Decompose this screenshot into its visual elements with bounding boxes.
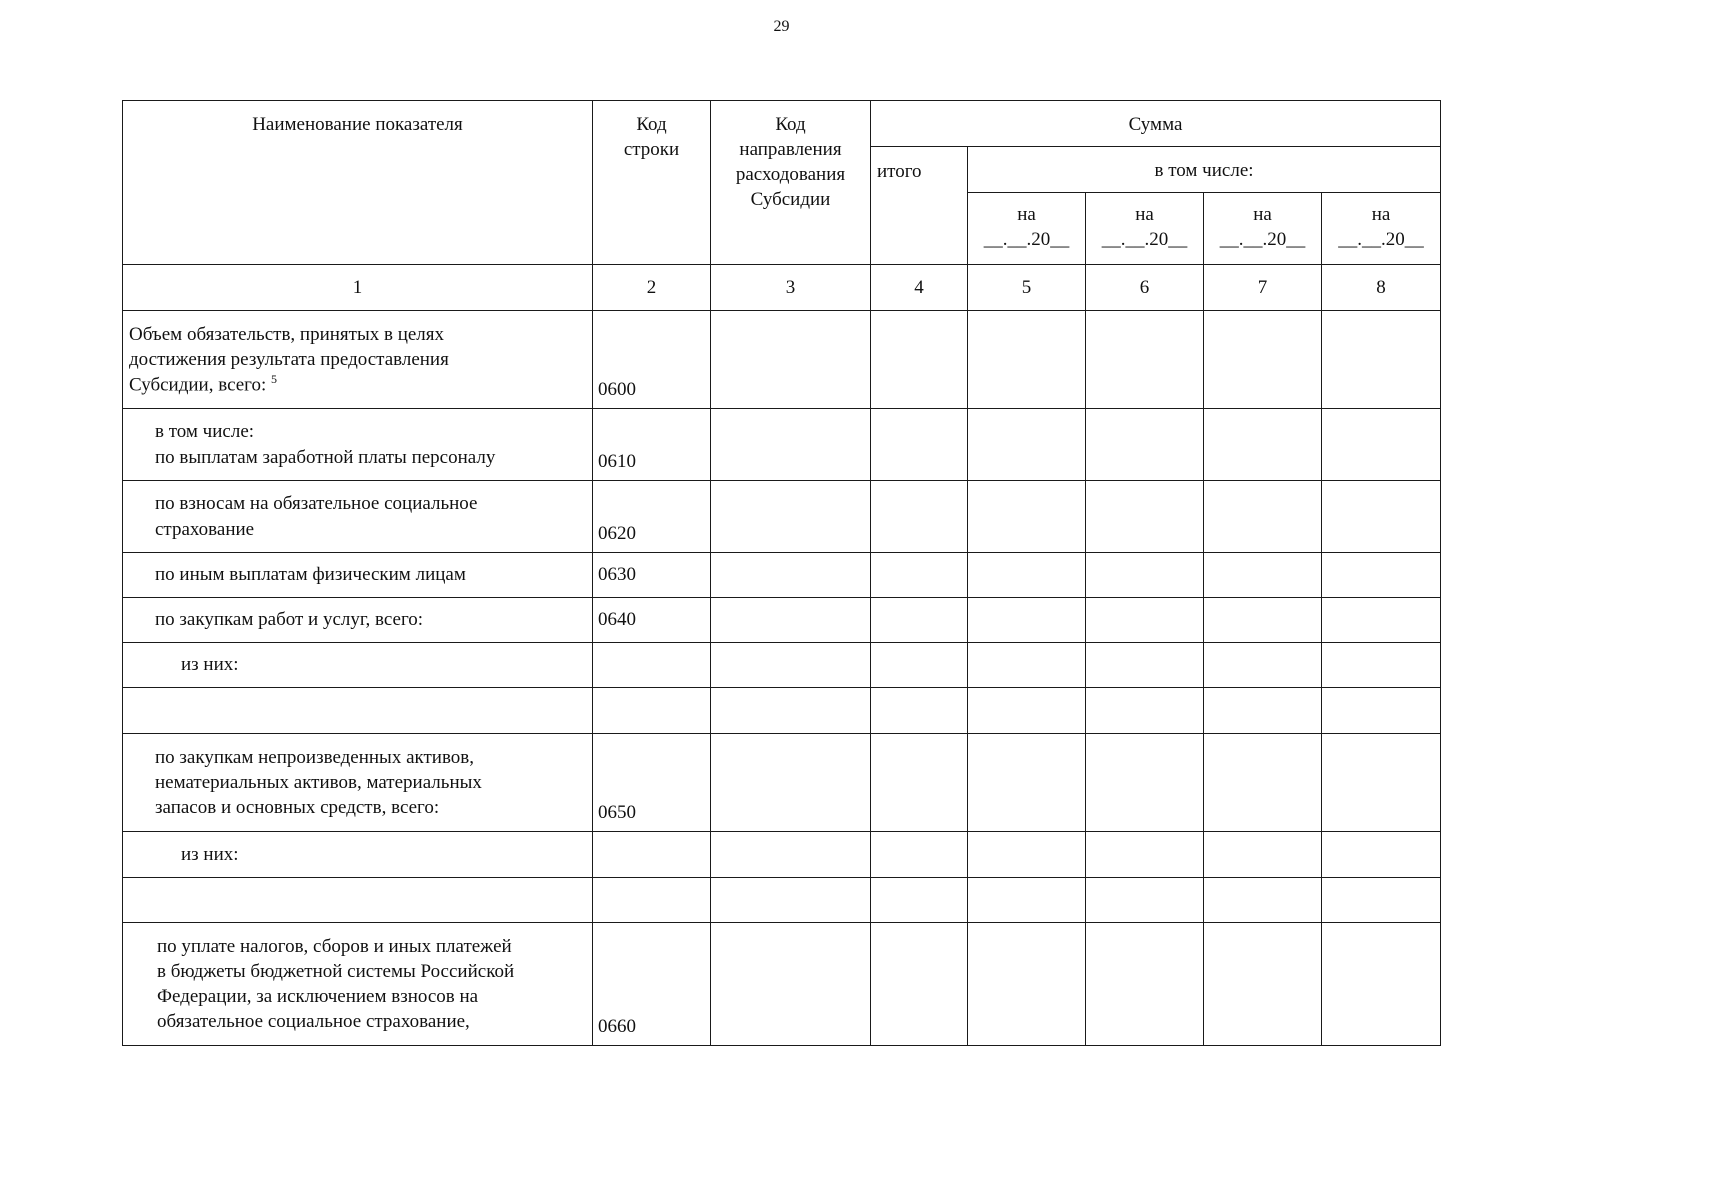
header-expenditure-direction-code: Код направления расходования Субсидии: [711, 101, 871, 265]
cell-period-3: [1204, 553, 1322, 598]
cell-period-2: [1086, 923, 1204, 1046]
cell-direction-code: [711, 481, 871, 553]
cell-period-4: [1322, 481, 1441, 553]
row-name: из них:: [123, 643, 593, 688]
cell-total: [871, 688, 968, 734]
cell-period-1: [968, 409, 1086, 481]
table-row: [123, 923, 1441, 1046]
cell-direction-code: [711, 878, 871, 923]
column-number: 5: [968, 265, 1086, 311]
column-number: 1: [123, 265, 593, 311]
cell-direction-code: [711, 311, 871, 409]
column-number: 4: [871, 265, 968, 311]
column-number: 6: [1086, 265, 1204, 311]
cell-period-2: [1086, 643, 1204, 688]
cell-period-2: [1086, 734, 1204, 832]
cell-period-1: [968, 688, 1086, 734]
row-name: по иным выплатам физическим лицам: [123, 553, 593, 598]
cell-period-4: [1322, 643, 1441, 688]
table-row: [123, 688, 1441, 734]
table-row: [123, 409, 1441, 481]
cell-direction-code: [711, 409, 871, 481]
table-row: [123, 553, 1441, 598]
row-name: по закупкам непроизведенных активов, нематериальных активов, материальных запасов и основных средств, всего:: [123, 734, 593, 832]
cell-period-3: [1204, 878, 1322, 923]
cell-period-1: [968, 923, 1086, 1046]
cell-period-4: [1322, 598, 1441, 643]
row-code: [593, 688, 711, 734]
column-number: 3: [711, 265, 871, 311]
cell-period-3: [1204, 598, 1322, 643]
row-code: 0600: [593, 311, 711, 409]
cell-period-2: [1086, 553, 1204, 598]
cell-direction-code: [711, 553, 871, 598]
footnote-mark: 5: [271, 371, 278, 386]
row-name: [123, 688, 593, 734]
header-period-3: на __.__.20__: [1204, 193, 1322, 265]
cell-period-3: [1204, 643, 1322, 688]
cell-period-2: [1086, 832, 1204, 878]
header-including: в том числе:: [968, 147, 1441, 193]
table-row: [123, 311, 1441, 409]
cell-total: [871, 643, 968, 688]
cell-period-1: [968, 311, 1086, 409]
row-code: [593, 832, 711, 878]
cell-period-1: [968, 553, 1086, 598]
cell-total: [871, 553, 968, 598]
header-period-1: на __.__.20__: [968, 193, 1086, 265]
cell-direction-code: [711, 923, 871, 1046]
cell-period-4: [1322, 553, 1441, 598]
cell-period-4: [1322, 878, 1441, 923]
cell-total: [871, 923, 968, 1046]
row-code: 0650: [593, 734, 711, 832]
table-row: [123, 734, 1441, 832]
row-name: Объем обязательств, принятых в целях достижения результата предоставления Субсидии, всего: $^5$: [123, 311, 593, 409]
cell-period-4: [1322, 734, 1441, 832]
row-code: 0640: [593, 598, 711, 643]
cell-period-1: [968, 878, 1086, 923]
header-sum: Сумма: [871, 101, 1441, 147]
cell-total: [871, 734, 968, 832]
header-period-2: на __.__.20__: [1086, 193, 1204, 265]
cell-period-4: [1322, 311, 1441, 409]
cell-period-2: [1086, 598, 1204, 643]
cell-period-2: [1086, 409, 1204, 481]
cell-period-4: [1322, 923, 1441, 1046]
cell-period-1: [968, 598, 1086, 643]
cell-period-3: [1204, 832, 1322, 878]
cell-period-2: [1086, 688, 1204, 734]
row-name: [123, 878, 593, 923]
cell-period-2: [1086, 878, 1204, 923]
cell-total: [871, 481, 968, 553]
page-number: 29: [773, 18, 790, 35]
row-name: из них:: [123, 832, 593, 878]
subsidy-obligations-table: [122, 100, 1441, 1046]
cell-period-3: [1204, 481, 1322, 553]
cell-total: [871, 832, 968, 878]
cell-direction-code: [711, 832, 871, 878]
cell-direction-code: [711, 643, 871, 688]
cell-period-1: [968, 832, 1086, 878]
cell-period-4: [1322, 832, 1441, 878]
row-name: по взносам на обязательное социальное страхование: [123, 481, 593, 553]
row-name: по закупкам работ и услуг, всего:: [123, 598, 593, 643]
row-name: по уплате налогов, сборов и иных платежей в бюджеты бюджетной системы Российской Федерации, за исключением взносов на обязательное социальное страхование,: [123, 923, 593, 1046]
cell-period-1: [968, 734, 1086, 832]
cell-total: [871, 409, 968, 481]
cell-period-3: [1204, 734, 1322, 832]
column-number: 8: [1322, 265, 1441, 311]
table-row: [123, 481, 1441, 553]
cell-total: [871, 311, 968, 409]
cell-period-4: [1322, 409, 1441, 481]
header-indicator-name: Наименование показателя: [123, 101, 593, 265]
cell-period-4: [1322, 688, 1441, 734]
cell-period-3: [1204, 688, 1322, 734]
column-number: 7: [1204, 265, 1322, 311]
column-number: 2: [593, 265, 711, 311]
cell-direction-code: [711, 598, 871, 643]
table-row: [123, 598, 1441, 643]
cell-period-1: [968, 481, 1086, 553]
row-code: [593, 643, 711, 688]
row-code: 0660: [593, 923, 711, 1046]
cell-total: [871, 878, 968, 923]
row-name: в том числе: по выплатам заработной платы персоналу: [123, 409, 593, 481]
table-row: [123, 878, 1441, 923]
cell-total: [871, 598, 968, 643]
row-code: 0620: [593, 481, 711, 553]
row-code: [593, 878, 711, 923]
cell-period-3: [1204, 311, 1322, 409]
table-row: [123, 643, 1441, 688]
header-total: итого: [871, 147, 968, 265]
cell-period-3: [1204, 409, 1322, 481]
table-row: [123, 832, 1441, 878]
row-code: 0610: [593, 409, 711, 481]
header-line-code: Код строки: [593, 101, 711, 265]
cell-period-2: [1086, 481, 1204, 553]
cell-period-3: [1204, 923, 1322, 1046]
row-code: 0630: [593, 553, 711, 598]
cell-direction-code: [711, 688, 871, 734]
cell-period-2: [1086, 311, 1204, 409]
column-numbers-row: [123, 265, 1441, 311]
cell-period-1: [968, 643, 1086, 688]
header-period-4: на __.__.20__: [1322, 193, 1441, 265]
cell-direction-code: [711, 734, 871, 832]
